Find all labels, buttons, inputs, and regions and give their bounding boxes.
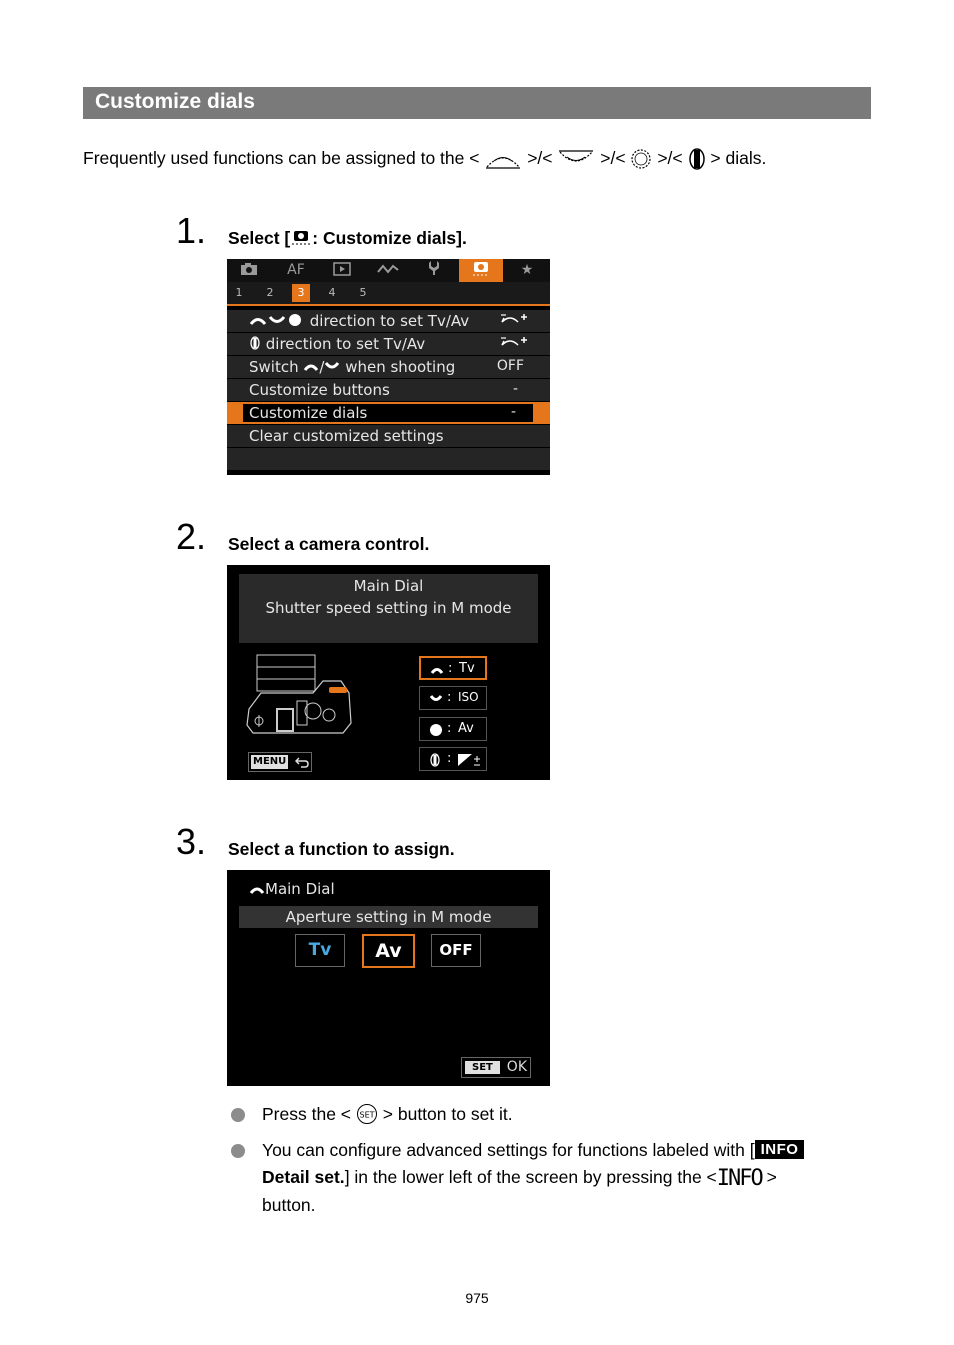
menu-item-value: - bbox=[512, 381, 518, 397]
custom-function-icon bbox=[290, 228, 312, 246]
step-number: 2. bbox=[176, 516, 207, 557]
menu-label: MENU bbox=[253, 756, 287, 767]
section-title: Customize dials bbox=[95, 90, 255, 113]
star-icon: ★ bbox=[520, 262, 534, 278]
step-instruction: Select [ : Customize dials]. bbox=[228, 228, 467, 248]
lens-ring-icon bbox=[688, 148, 706, 170]
main-dial-icon bbox=[303, 360, 319, 372]
quick-control-dial-icon bbox=[557, 147, 595, 171]
svg-text:SET: SET bbox=[359, 1110, 375, 1120]
set-button-icon bbox=[356, 1103, 378, 1125]
menu-item-dial-direction[interactable] bbox=[227, 310, 550, 333]
bullet-point bbox=[231, 1108, 245, 1122]
main-dial-icon bbox=[249, 884, 265, 894]
control-main-dial[interactable]: : Tv bbox=[419, 656, 487, 680]
subtab-4[interactable]: 4 bbox=[328, 286, 336, 299]
control-lens-ring[interactable]: : bbox=[419, 747, 487, 771]
menu-item-value: - bbox=[510, 404, 516, 420]
step-number: 3. bbox=[176, 821, 207, 862]
subtab-5[interactable]: 5 bbox=[359, 286, 367, 299]
option-av[interactable]: Av bbox=[362, 934, 415, 968]
menu-item-customize-buttons[interactable] bbox=[227, 379, 550, 402]
function-assign-screen bbox=[227, 870, 550, 1086]
section-title-bar bbox=[83, 87, 871, 119]
menu-item-label: direction to set Tv/Av bbox=[249, 335, 425, 353]
menu-item-empty bbox=[227, 448, 550, 471]
menu-back-button[interactable] bbox=[248, 752, 312, 772]
return-icon bbox=[295, 756, 309, 768]
control-ring[interactable]: : Av bbox=[419, 717, 487, 741]
menu-item-label: Customize dials bbox=[249, 404, 368, 422]
tab-setup[interactable] bbox=[414, 259, 454, 282]
control-function: ISO bbox=[458, 690, 479, 704]
control-description: Shutter speed setting in M mode bbox=[265, 599, 512, 617]
custom-function-icon bbox=[471, 259, 491, 277]
bullet-text-set: Press the < SET > button to set it. bbox=[262, 1104, 513, 1124]
menu-item-label: direction to set Tv/Av bbox=[249, 312, 469, 330]
step-instruction: Select a function to assign. bbox=[228, 839, 455, 859]
tab-af[interactable]: AF bbox=[287, 262, 305, 278]
control-function: Tv bbox=[459, 661, 475, 676]
quick-control-dial-icon bbox=[429, 694, 443, 704]
camera-control-screen bbox=[227, 565, 550, 780]
set-ok-button[interactable] bbox=[461, 1057, 531, 1078]
subtab-3[interactable]: 3 bbox=[292, 284, 310, 302]
step-number: 1. bbox=[176, 210, 207, 251]
main-dial-icon bbox=[430, 665, 444, 675]
menu-item-value: OFF bbox=[496, 358, 524, 374]
wrench-icon bbox=[427, 260, 441, 276]
camera-body-diagram bbox=[243, 653, 355, 745]
bullet-point bbox=[231, 1144, 245, 1158]
step-instruction: Select a camera control. bbox=[228, 534, 430, 554]
menu-item-ring-direction[interactable] bbox=[227, 333, 550, 356]
control-quick-dial[interactable]: : ISO bbox=[419, 686, 487, 710]
menu-subtabs bbox=[227, 282, 550, 306]
info-badge: INFO bbox=[755, 1140, 805, 1159]
lens-ring-icon bbox=[430, 753, 440, 767]
control-function: Av bbox=[458, 721, 474, 736]
playback-icon bbox=[333, 262, 351, 276]
lens-ring-icon bbox=[249, 336, 261, 350]
subtab-1[interactable]: 1 bbox=[235, 286, 243, 299]
control-ring-icon bbox=[630, 148, 652, 170]
menu-tabs bbox=[227, 259, 550, 282]
screen-header: Main Dial bbox=[249, 880, 335, 898]
tab-playback[interactable] bbox=[322, 259, 362, 282]
menu-item-label: Switch / when shooting bbox=[249, 358, 456, 376]
control-info-box bbox=[239, 574, 538, 643]
option-tv[interactable]: Tv bbox=[295, 934, 345, 967]
exposure-compensation-icon bbox=[457, 753, 481, 767]
function-description: Aperture setting in M mode bbox=[239, 906, 538, 928]
bullet-text-info: You can configure advanced settings for functions labeled with [ INFO Detail set.] in the lower left of the screen by pressing the <INFO > button. bbox=[262, 1137, 872, 1219]
page-number: 975 bbox=[465, 1290, 489, 1306]
info-button-icon: INFO bbox=[716, 1166, 762, 1191]
menu-item-switch-dials[interactable] bbox=[227, 356, 550, 379]
control-ring-icon bbox=[429, 723, 443, 737]
menu-item-label: Customize buttons bbox=[249, 381, 390, 399]
dial-icons bbox=[249, 313, 305, 327]
menu-item-label: Clear customized settings bbox=[249, 427, 444, 445]
quick-control-dial-icon bbox=[324, 360, 340, 372]
subtab-2[interactable]: 2 bbox=[266, 286, 274, 299]
wireless-icon bbox=[377, 262, 399, 276]
camera-icon bbox=[240, 262, 258, 276]
direction-icon bbox=[500, 335, 528, 355]
main-dial-icon bbox=[484, 147, 522, 171]
control-name: Main Dial bbox=[353, 577, 424, 595]
tab-custom-functions[interactable] bbox=[459, 259, 503, 282]
tab-wireless[interactable] bbox=[368, 259, 408, 282]
option-off[interactable]: OFF bbox=[431, 934, 481, 967]
direction-icon bbox=[500, 312, 528, 332]
tab-shooting[interactable] bbox=[229, 259, 269, 282]
menu-item-clear-settings[interactable] bbox=[227, 425, 550, 448]
ok-label: OK bbox=[506, 1059, 527, 1075]
set-label: SET bbox=[465, 1061, 500, 1074]
camera-menu-screen bbox=[227, 259, 550, 475]
menu-item-customize-dials[interactable] bbox=[227, 402, 550, 425]
tab-my-menu[interactable] bbox=[507, 259, 547, 282]
intro-text: Frequently used functions can be assigned to the < >/< >/< >/< > dials. bbox=[83, 146, 766, 171]
